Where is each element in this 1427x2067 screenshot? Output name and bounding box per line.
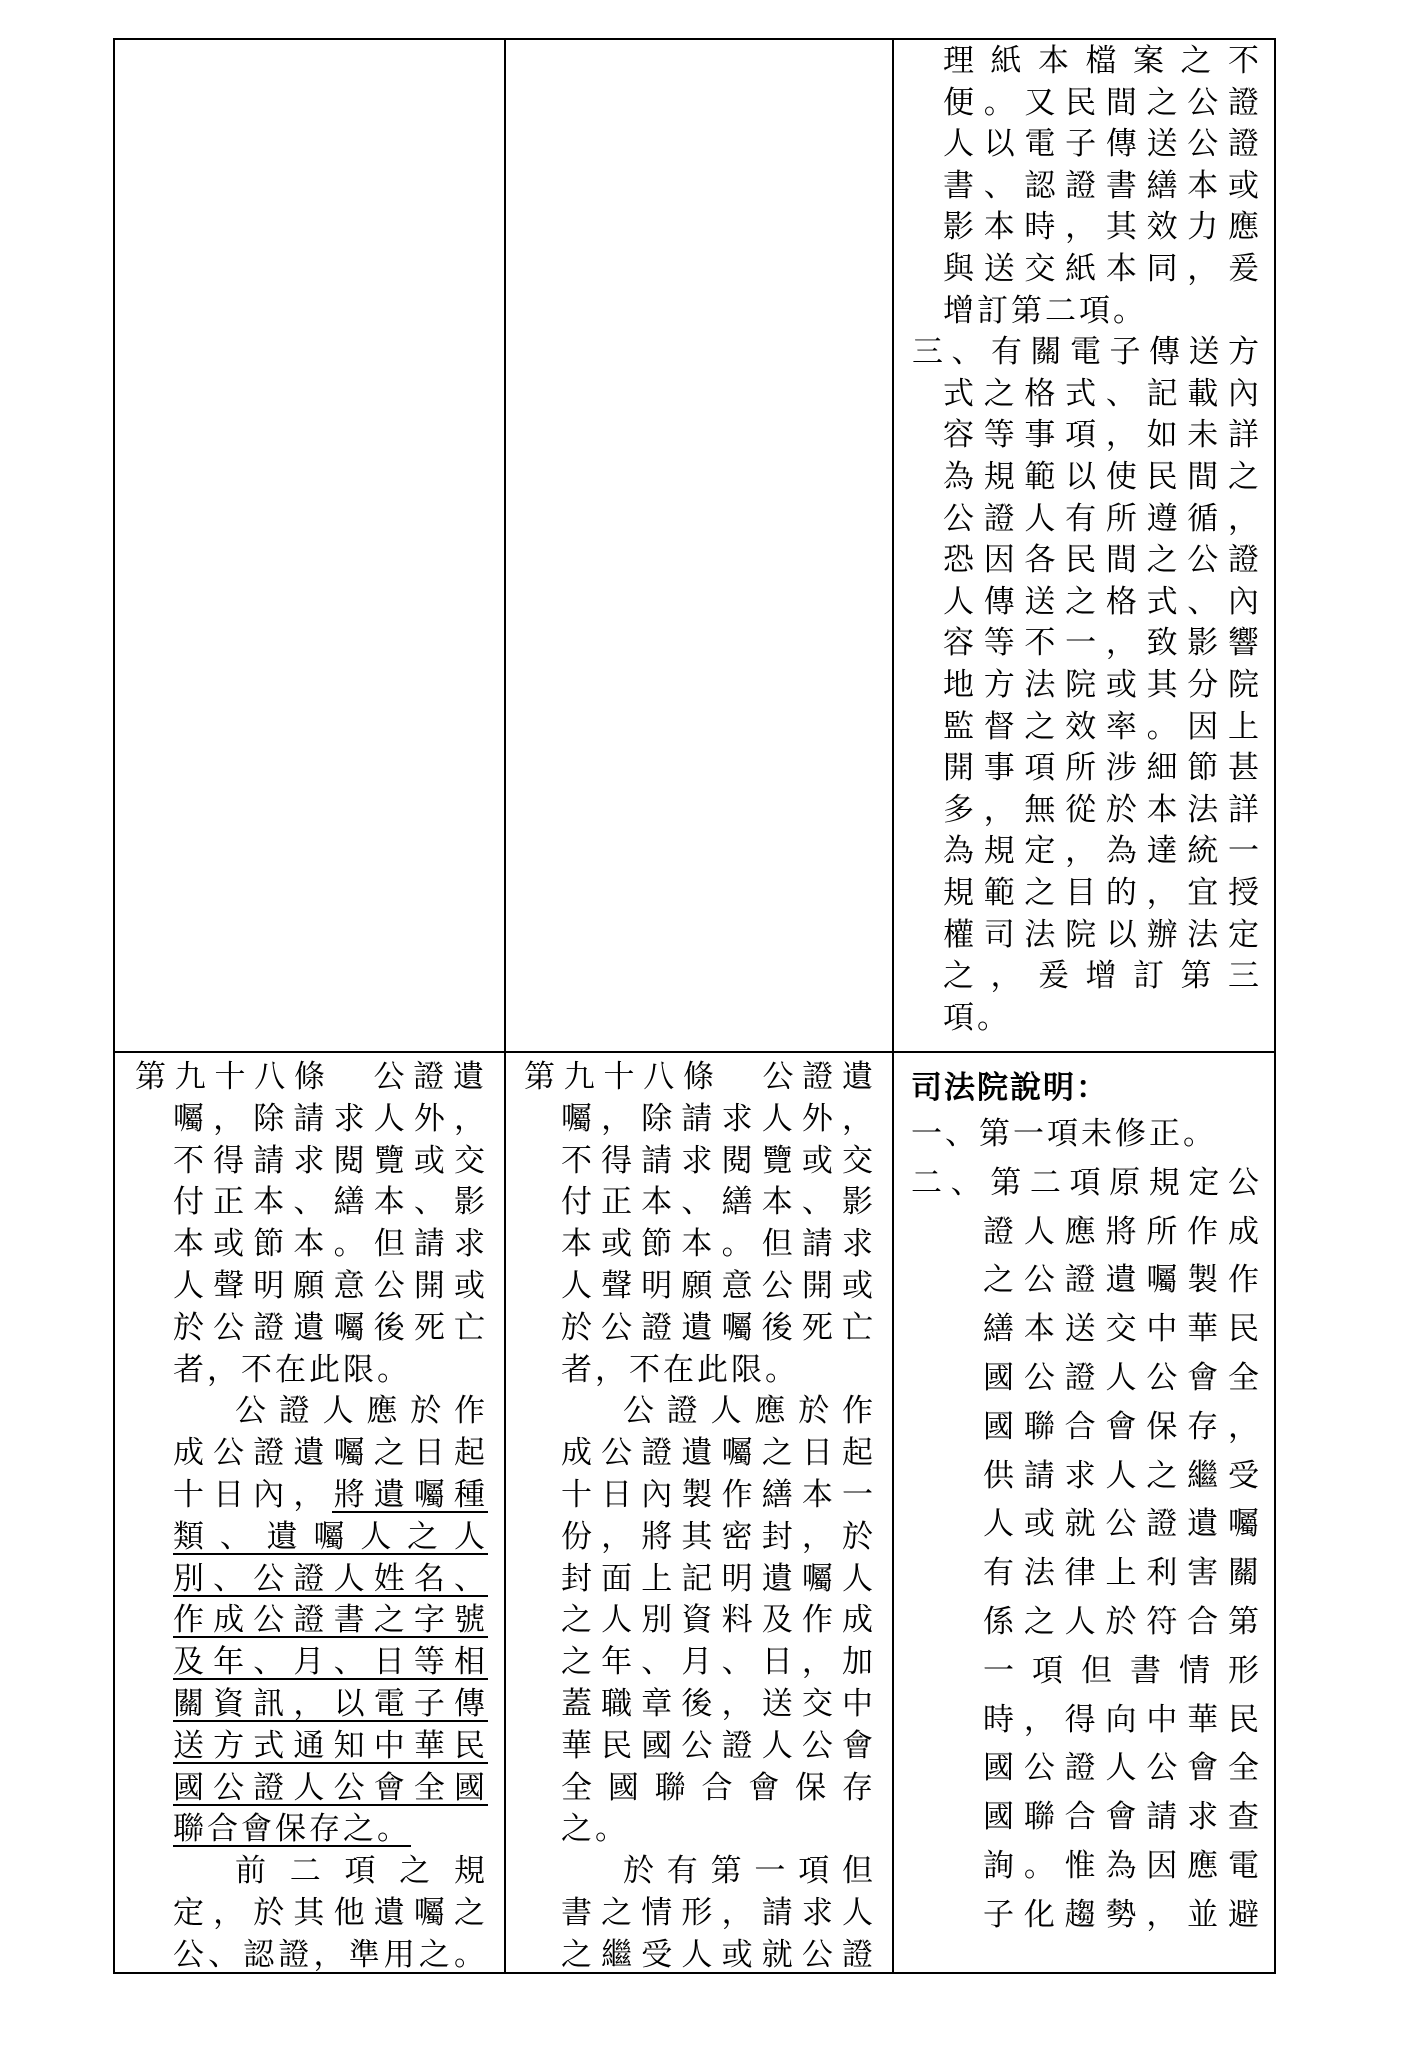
text-line: 不得請求閱覽或交 xyxy=(561,1142,876,1179)
text-line: 二、第二項原規定公 xyxy=(911,1164,1262,1201)
text-line: 監督之效率。因上 xyxy=(943,708,1262,745)
text-line: 一、第一項未修正。 xyxy=(911,1116,1217,1152)
text-line: 之，爰增訂第三 xyxy=(943,958,1262,995)
text-line: 與送交紙本同，爰 xyxy=(943,251,1262,287)
text-line: 規範之目的，宜授 xyxy=(943,875,1262,911)
text-line: 類、遺囑人之人 xyxy=(173,1518,488,1555)
text-line: 開事項所涉細節甚 xyxy=(943,750,1262,787)
text-line: 國聯合會保存， xyxy=(983,1408,1262,1445)
text-line: 於公證遺囑後死亡 xyxy=(173,1309,488,1346)
text-line: 份，將其密封，於 xyxy=(561,1518,876,1555)
text-line: 之人別資料及作成 xyxy=(561,1602,876,1639)
text-line: 成公證遺囑之日起 xyxy=(561,1435,876,1472)
article-98-amended-cell xyxy=(115,1053,504,1974)
text-line: 容等不一，致影響 xyxy=(943,625,1262,662)
text-line: 本或節本。但請求 xyxy=(173,1226,488,1263)
text-line: 於有第一項但 xyxy=(623,1853,876,1890)
text-line: 書之情形，請求人 xyxy=(561,1895,876,1931)
text-line: 公、認證，準用之。 xyxy=(173,1936,488,1973)
text-line: 證人應將所作成 xyxy=(983,1213,1262,1250)
text-line: 權司法院以辦法定 xyxy=(943,916,1262,953)
text-line: 成公證遺囑之日起 xyxy=(173,1435,488,1472)
text-line: 聯合會保存之。 xyxy=(173,1811,411,1848)
top-current-cell-empty xyxy=(506,40,892,1051)
text-line: 係之人於符合第 xyxy=(983,1604,1262,1640)
text-line: 蓋職章後，送交中 xyxy=(561,1686,876,1722)
text-line: 地方法院或其分院 xyxy=(943,667,1262,703)
text-line: 恐因各民間之公證 xyxy=(943,542,1262,579)
text-line: 囑，除請求人外， xyxy=(173,1100,488,1137)
text-line: 國公證人公會全國 xyxy=(173,1769,488,1806)
text-line: 付正本、繕本、影 xyxy=(561,1184,876,1221)
comparison-table xyxy=(113,38,1276,1974)
text-line: 理紙本檔案之不 xyxy=(943,43,1262,79)
text-line: 之。 xyxy=(561,1811,629,1848)
text-line: 封面上記明遺囑人 xyxy=(561,1560,876,1597)
text-line: 者，不在此限。 xyxy=(561,1351,799,1388)
text-line: 容等事項，如未詳 xyxy=(943,417,1262,454)
text-line: 繕本送交中華民 xyxy=(983,1311,1262,1348)
text-line: 式之格式、記載內 xyxy=(943,375,1262,412)
text-line: 第九十八條 公證遺 xyxy=(135,1059,487,1095)
text-line: 別、公證人姓名、 xyxy=(173,1560,488,1597)
insertion-underline xyxy=(332,1511,488,1513)
text-line: 前二項之規 xyxy=(235,1853,488,1890)
text-line: 供請求人之繼受 xyxy=(983,1457,1262,1494)
text-line: 公證人有所遵循， xyxy=(943,500,1262,537)
top-explanation-cell xyxy=(894,40,1276,1051)
text-line: 三、有關電子傳送方 xyxy=(912,334,1262,371)
text-line: 定，於其他遺囑之 xyxy=(173,1895,488,1931)
text-line: 之公證遺囑製作 xyxy=(983,1262,1262,1299)
text-line: 不得請求閱覽或交 xyxy=(173,1142,488,1179)
text-line: 華民國公證人公會 xyxy=(561,1727,876,1764)
article-98-current-cell xyxy=(506,1053,892,1974)
text-line: 囑，除請求人外， xyxy=(561,1100,876,1137)
text-line: 國公證人公會全 xyxy=(983,1750,1262,1787)
article-98-explanation-cell xyxy=(894,1053,1276,1974)
text-line: 子化趨勢，並避 xyxy=(983,1896,1262,1933)
text-line: 國公證人公會全 xyxy=(983,1360,1262,1396)
text-line: 為規範以使民間之 xyxy=(943,459,1262,495)
text-line: 送方式通知中華民 xyxy=(173,1727,488,1764)
text-line: 十日內製作繕本一 xyxy=(561,1477,876,1513)
text-line: 一項但書情形 xyxy=(983,1652,1262,1689)
text-line: 人或就公證遺囑 xyxy=(983,1506,1262,1543)
top-amended-cell-empty xyxy=(115,40,504,1051)
text-line: 多，無從於本法詳 xyxy=(943,791,1262,828)
text-line: 人聲明願意公開或 xyxy=(173,1268,488,1304)
text-line: 國聯合會請求查 xyxy=(983,1799,1262,1836)
text-line: 有法律上利害關 xyxy=(983,1555,1262,1592)
text-line: 人以電子傳送公證 xyxy=(943,126,1262,163)
text-line: 付正本、繕本、影 xyxy=(173,1184,488,1221)
text-line: 為規定，為達統一 xyxy=(943,833,1262,870)
text-line: 人傳送之格式、內 xyxy=(943,583,1262,620)
text-line: 於公證遺囑後死亡 xyxy=(561,1309,876,1346)
text-line: 本或節本。但請求 xyxy=(561,1226,876,1263)
text-line: 詢。惟為因應電 xyxy=(983,1848,1262,1884)
text-line: 作成公證書之字號 xyxy=(173,1602,488,1639)
text-line: 增訂第二項。 xyxy=(943,292,1147,329)
text-line: 之年、月、日，加 xyxy=(561,1644,876,1681)
text-line: 十日內，將遺囑種 xyxy=(173,1477,488,1513)
text-line: 關資訊，以電子傳 xyxy=(173,1686,488,1722)
text-line: 公證人應於作 xyxy=(623,1393,876,1430)
text-line: 全國聯合會保存 xyxy=(561,1769,876,1806)
text-line: 時，得向中華民 xyxy=(983,1701,1262,1738)
text-line: 之繼受人或就公證 xyxy=(561,1936,876,1973)
text-line: 者，不在此限。 xyxy=(173,1351,411,1388)
text-line: 便。又民間之公證 xyxy=(943,84,1262,121)
text-line: 人聲明願意公開或 xyxy=(561,1268,876,1304)
text-line: 書、認證書繕本或 xyxy=(943,167,1262,204)
text-line: 項。 xyxy=(943,999,1011,1036)
explanation-heading: 司法院說明： xyxy=(911,1070,1109,1106)
text-line: 公證人應於作 xyxy=(235,1393,488,1430)
text-line: 及年、月、日等相 xyxy=(173,1644,488,1681)
text-line: 影本時，其效力應 xyxy=(943,209,1262,246)
text-line: 第九十八條 公證遺 xyxy=(524,1059,876,1095)
